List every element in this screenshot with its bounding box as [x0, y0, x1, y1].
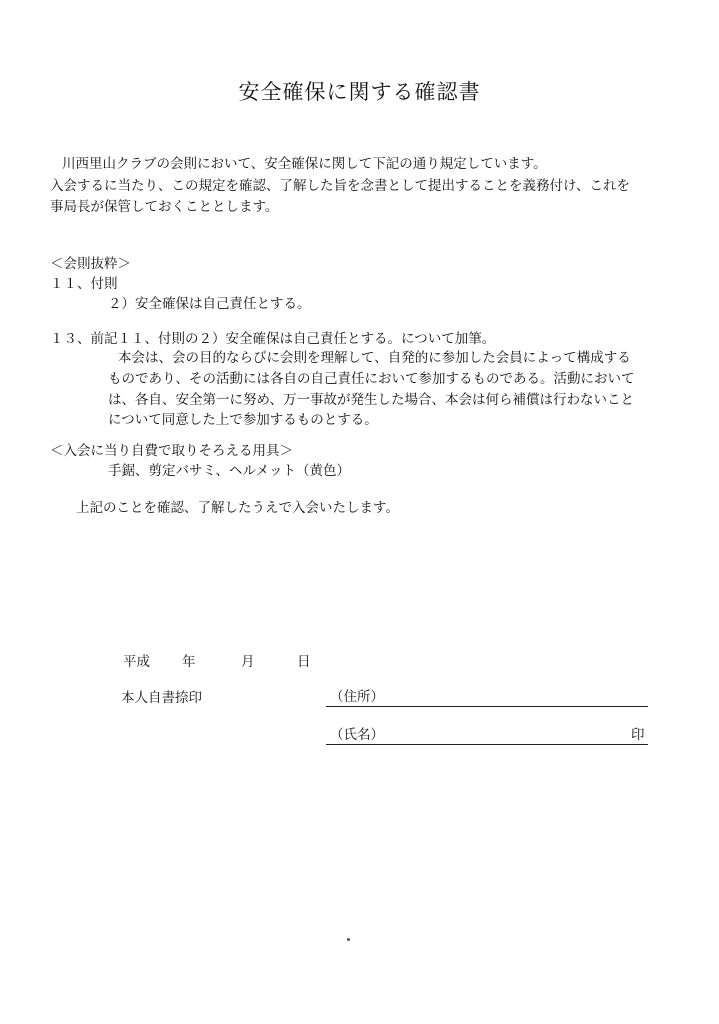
- intro-line-2: 入会するに当たり、この規定を確認、了解した旨を念書として提出することを義務付け、これを: [50, 178, 630, 194]
- date-era: 平成: [123, 654, 150, 670]
- document-title: 安全確保に関する確認書: [238, 80, 481, 104]
- article-13-label: １３、前記１１、付則の２）安全確保は自己責任とする。について加筆。: [50, 331, 496, 347]
- article-13-line-4: について同意した上で参加するものとする。: [108, 412, 378, 428]
- article-13-line-1: 本会は、会の目的ならびに会則を理解して、自発的に参加した会員によって構成する: [118, 350, 631, 366]
- date-year-label: 年: [182, 654, 196, 670]
- date-day-label: 日: [297, 654, 311, 670]
- agreement-statement: 上記のことを確認、了解したうえで入会いたします。: [76, 500, 399, 516]
- intro-line-1: 川西里山クラブの会則において、安全確保に関して下記の通り規定しています。: [62, 156, 547, 172]
- name-line: [326, 744, 648, 745]
- equipment-heading: ＜入会に当り自費で取りそろえる用具＞: [50, 443, 293, 459]
- article-13-line-2: ものであり、その活動には各自の自己責任において参加するものである。活動において: [108, 371, 635, 387]
- address-label: （住所）: [330, 689, 384, 705]
- article-13-line-3: は、各自、安全第一に努め、万一事故が発生した場合、本会は何ら補償は行わないこと: [108, 392, 634, 408]
- excerpt-heading: ＜会則抜粋＞: [50, 256, 131, 272]
- date-month-label: 月: [241, 654, 255, 670]
- scan-speck: [347, 938, 350, 941]
- name-label: （氏名）: [330, 727, 384, 743]
- article-11-item: ２）安全確保は自己責任とする。: [108, 296, 311, 312]
- self-write-seal-label: 本人自書捺印: [121, 690, 202, 706]
- article-11-label: １１、付則: [50, 276, 118, 292]
- intro-line-3: 事局長が保管しておくこととします。: [50, 199, 279, 215]
- address-line: [326, 706, 648, 707]
- seal-mark: 印: [631, 727, 645, 743]
- equipment-items: 手鋸、剪定バサミ、ヘルメット（黄色）: [108, 463, 351, 479]
